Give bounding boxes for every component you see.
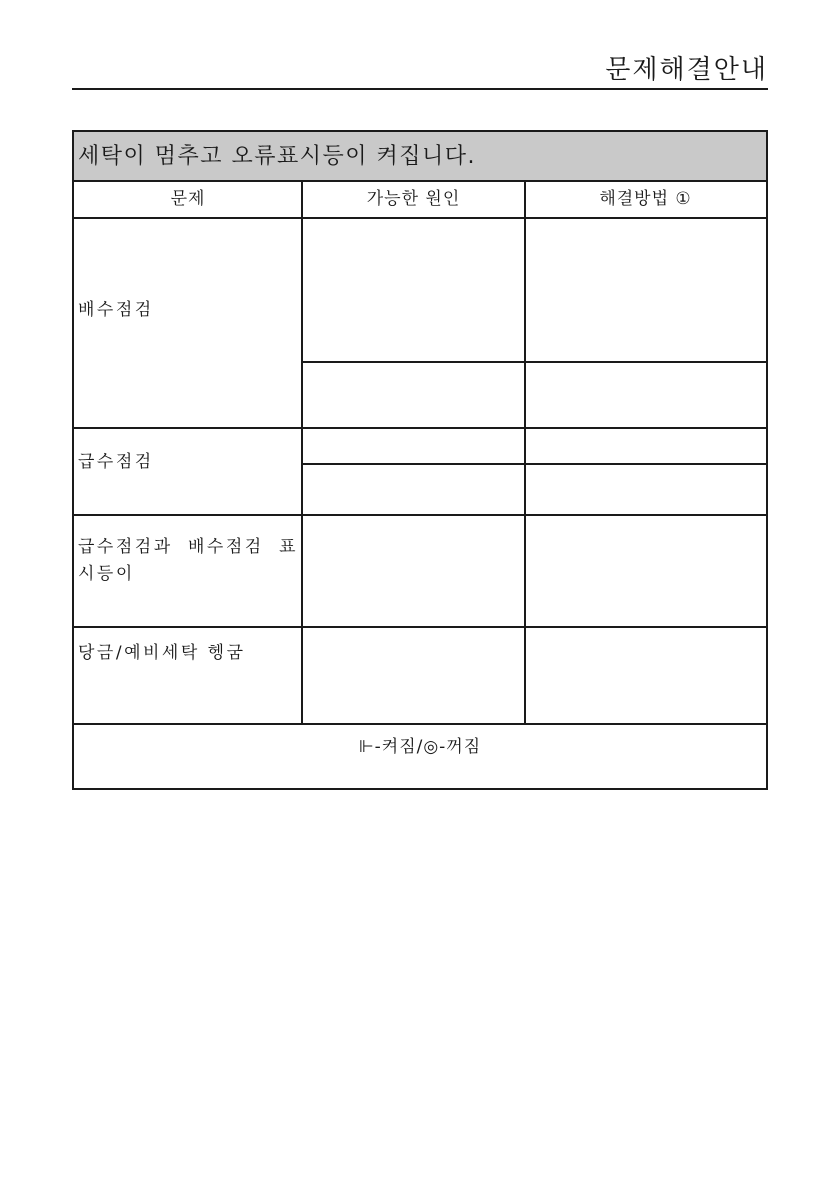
column-header-cause: 가능한 원인 (366, 189, 461, 209)
solution-cell (526, 628, 766, 723)
solution-cell (526, 219, 766, 361)
column-header-solution: 해결방법 ① (599, 189, 692, 209)
problem-supply-and-drain-lights: 급수점검과 배수점검 표시등이 (78, 537, 298, 584)
problem-prewash-rinse: 당금/예비세탁 헹굼 (78, 643, 246, 663)
problem-water-supply-check: 급수점검 (78, 452, 154, 472)
indicator-legend: ⊩-켜짐/◎-꺼짐 (358, 737, 482, 757)
cause-cell (303, 429, 524, 463)
table-banner-text: 세탁이 멈추고 오류표시등이 켜집니다. (78, 144, 477, 169)
cause-cell (303, 516, 524, 626)
troubleshooting-table (72, 130, 768, 790)
cause-cell (303, 628, 524, 723)
solution-cell (526, 363, 766, 427)
legend-divider (74, 723, 766, 725)
page-title: 문제해결안내 (605, 55, 768, 85)
cause-cell (303, 465, 524, 514)
title-underline (72, 88, 768, 90)
solution-cell (526, 465, 766, 514)
solution-cell (526, 429, 766, 463)
problem-drain-check: 배수점검 (78, 300, 154, 320)
column-header-problem: 문제 (170, 189, 206, 209)
cause-cell (303, 219, 524, 361)
solution-cell (526, 516, 766, 626)
cause-cell (303, 363, 524, 427)
